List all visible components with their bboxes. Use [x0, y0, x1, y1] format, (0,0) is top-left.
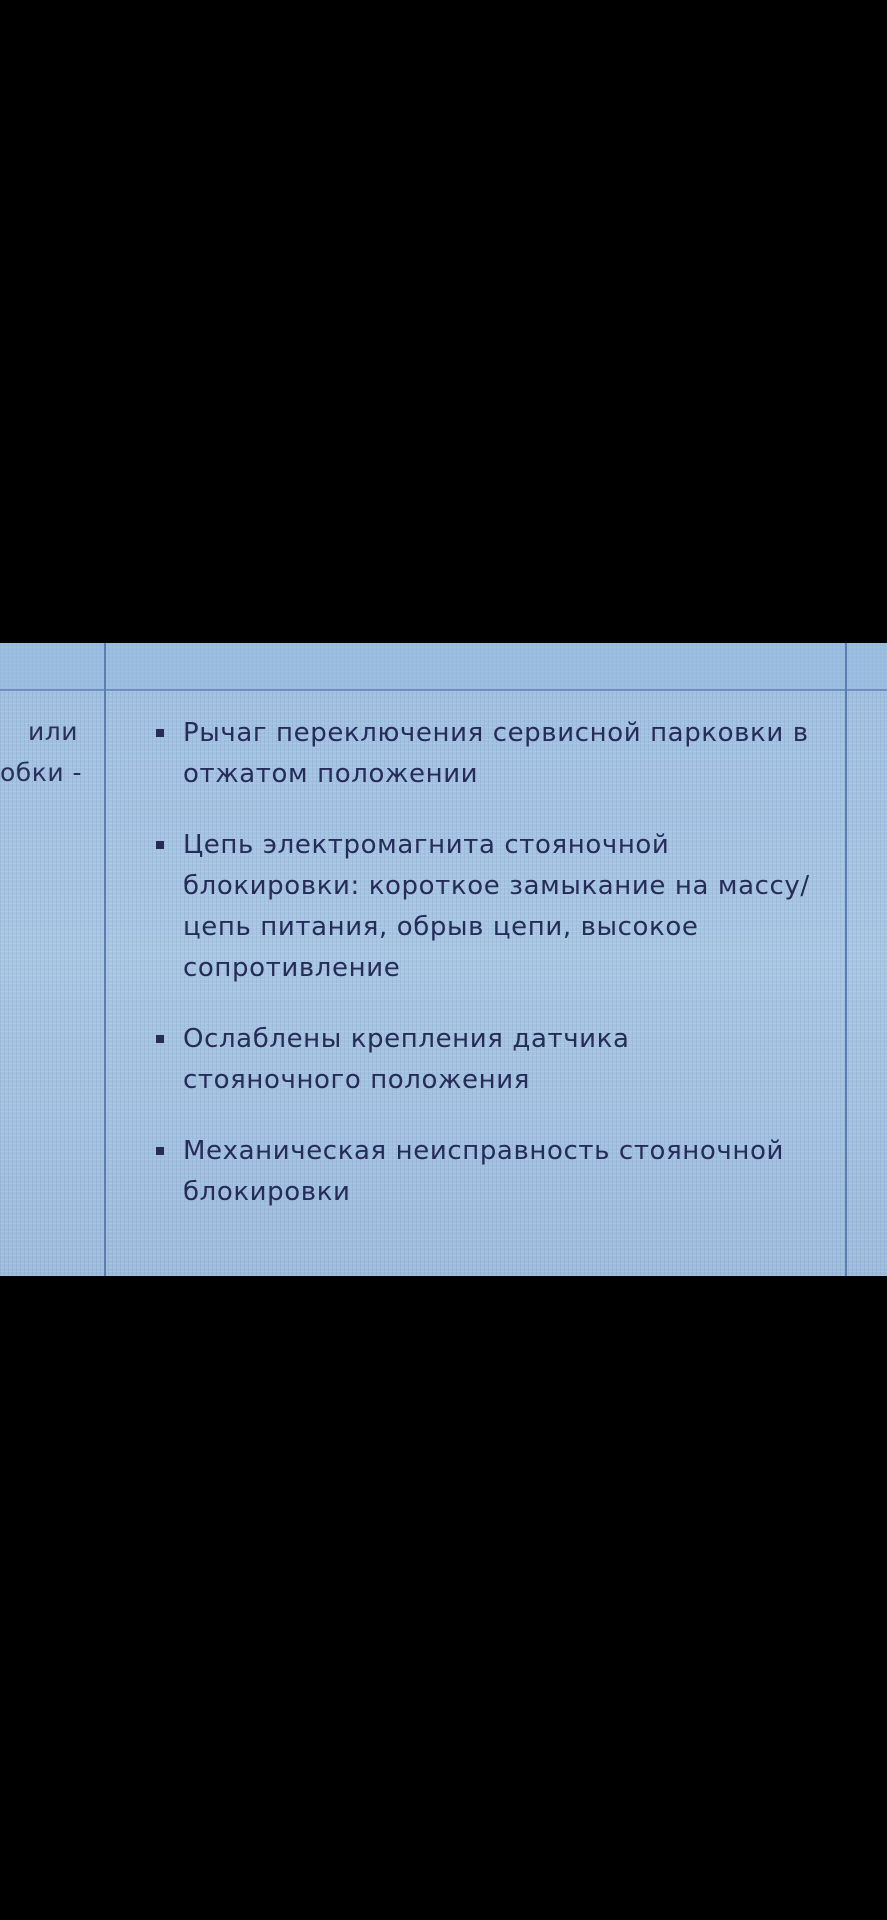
list-item [150, 825, 815, 989]
list-item-text: Механическая неисправность стояночной блокировки [183, 1136, 784, 1207]
fault-causes-list [150, 713, 815, 1243]
list-item [150, 1019, 815, 1101]
list-item [150, 1131, 815, 1213]
list-item-text: Ослаблены крепления датчика стояночного положения [183, 1024, 630, 1095]
square-bullet-icon [156, 1035, 164, 1043]
list-item-text: Цепь электромагнита стояночной блокировки: короткое замыкание на массу/цепь питания, обрыв цепи, высокое сопротивление [183, 830, 810, 983]
monitor-screen [0, 643, 887, 1276]
left-cell-text [0, 711, 100, 793]
square-bullet-icon [156, 1147, 164, 1155]
table-column-divider-left [104, 643, 106, 1276]
square-bullet-icon [156, 841, 164, 849]
square-bullet-icon [156, 729, 164, 737]
left-cell-line-2: обки - [0, 758, 83, 787]
list-item [150, 713, 815, 795]
table-header-row [0, 643, 887, 689]
table-column-divider-right [845, 643, 847, 1276]
table-row-divider [0, 689, 887, 691]
list-item-text: Рычаг переключения сервисной парковки в отжатом положении [183, 718, 809, 789]
left-cell-line-1: или [28, 717, 78, 746]
